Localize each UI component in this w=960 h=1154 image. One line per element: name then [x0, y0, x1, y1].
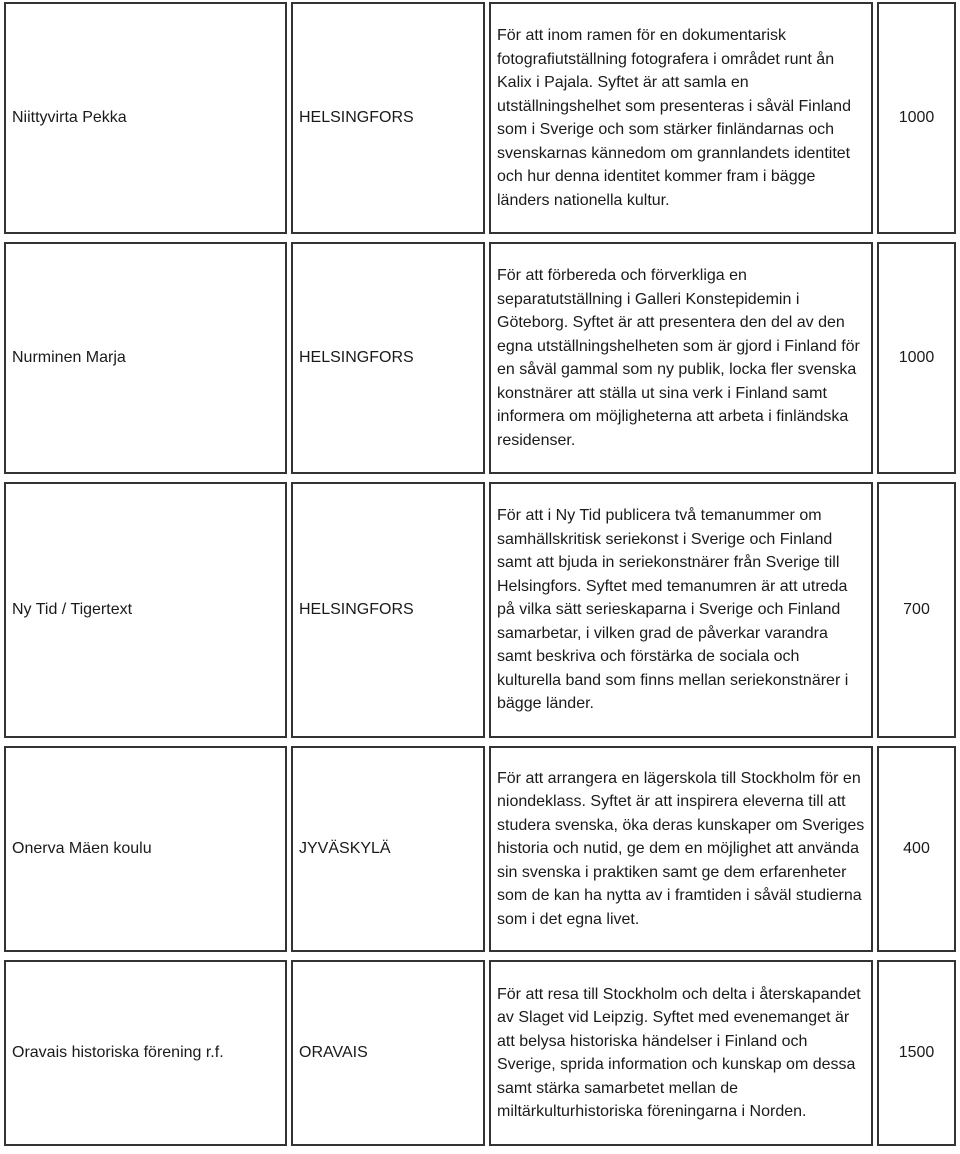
- purpose-cell: För att förbereda och förverkliga en separatutställning i Galleri Konstepidemin i Göteborg. Syftet är att presentera den del av den egna utställningshelheten som är gjord i Finland för en såväl gammal som ny publik, locka fler svenska konstnärer att ställa ut sina verk i Finland samt informera om möjligheterna att arbeta i finländska residenser.: [489, 242, 873, 474]
- amount-cell: 1500: [877, 960, 956, 1146]
- table-row: [4, 746, 956, 952]
- city-cell: HELSINGFORS: [291, 482, 485, 738]
- amount-cell: 1000: [877, 242, 956, 474]
- applicant-name-cell: Onerva Mäen koulu: [4, 746, 287, 952]
- applicant-name-cell: Oravais historiska förening r.f.: [4, 960, 287, 1146]
- purpose-cell: För att arrangera en lägerskola till Stockholm för en niondeklass. Syftet är att inspirera eleverna till att studera svenska, öka deras kunskaper om Sveriges historia och nutid, ge dem en möjlighet att använda sin svenska i praktiken samt ge dem erfarenheter som de kan ha nytta av i framtiden i såväl studierna som i det egna livet.: [489, 746, 873, 952]
- applicant-name-cell: Niittyvirta Pekka: [4, 2, 287, 234]
- amount-cell: 700: [877, 482, 956, 738]
- city-cell: ORAVAIS: [291, 960, 485, 1146]
- table-row: [4, 960, 956, 1146]
- purpose-cell: För att inom ramen för en dokumentarisk fotografiutställning fotografera i området runt ån Kalix i Pajala. Syftet är att samla en utställningshelhet som presenteras i såväl Finland som i Sverige och som stärker finländarnas och svenskarnas kännedom om grannlandets identitet och hur denna identitet kommer fram i bägge länders nationella kultur.: [489, 2, 873, 234]
- amount-cell: 1000: [877, 2, 956, 234]
- city-cell: HELSINGFORS: [291, 242, 485, 474]
- purpose-cell: För att i Ny Tid publicera två temanummer om samhällskritisk seriekonst i Sverige och Finland samt att bjuda in seriekonstnärer från Sverige till Helsingfors. Syftet med temanumren är att utreda på vilka sätt serieskaparna i Sverige och Finland samarbetar, i vilken grad de påverkar varandra samt beskriva och förstärka de sociala och kulturella band som finns mellan seriekonstnärer i bägge länder.: [489, 482, 873, 738]
- table-row: [4, 242, 956, 474]
- table-row: [4, 482, 956, 738]
- purpose-cell: För att resa till Stockholm och delta i återskapandet av Slaget vid Leipzig. Syftet med evenemanget är att belysa historiska händelser i Finland och Sverige, sprida information och kunskap om dessa samt stärka samarbetet mellan de miltärkulturhistoriska föreningarna i Norden.: [489, 960, 873, 1146]
- city-cell: HELSINGFORS: [291, 2, 485, 234]
- table-row: [4, 2, 956, 234]
- amount-cell: 400: [877, 746, 956, 952]
- applicant-name-cell: Nurminen Marja: [4, 242, 287, 474]
- city-cell: JYVÄSKYLÄ: [291, 746, 485, 952]
- applicant-name-cell: Ny Tid / Tigertext: [4, 482, 287, 738]
